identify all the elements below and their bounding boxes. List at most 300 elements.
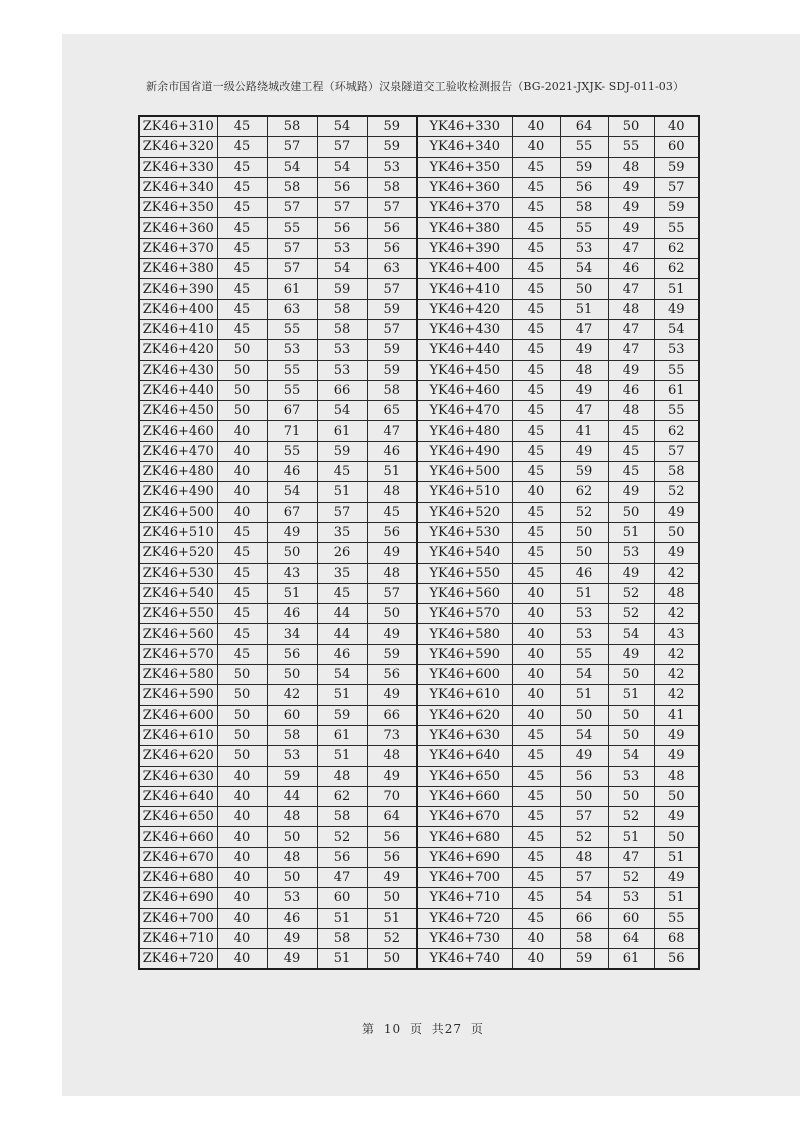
value-cell: 45 [512, 421, 560, 441]
value-cell: 40 [217, 786, 267, 806]
station-cell: ZK46+330 [139, 157, 217, 177]
value-cell: 55 [654, 908, 699, 928]
table-row [139, 401, 699, 421]
value-cell: 52 [560, 827, 608, 847]
value-cell: 40 [217, 766, 267, 786]
value-cell: 61 [608, 949, 654, 970]
value-cell: 48 [608, 401, 654, 421]
value-cell: 60 [608, 908, 654, 928]
value-cell: 40 [217, 908, 267, 928]
value-cell: 45 [217, 137, 267, 157]
value-cell: 51 [560, 685, 608, 705]
value-cell: 50 [217, 380, 267, 400]
station-cell: ZK46+510 [139, 522, 217, 542]
value-cell: 45 [217, 522, 267, 542]
station-cell: ZK46+400 [139, 299, 217, 319]
value-cell: 46 [267, 604, 317, 624]
value-cell: 50 [654, 786, 699, 806]
station-cell: ZK46+470 [139, 441, 217, 461]
value-cell: 59 [560, 157, 608, 177]
value-cell: 71 [267, 421, 317, 441]
table-row [139, 177, 699, 197]
value-cell: 57 [267, 137, 317, 157]
value-cell: 55 [267, 441, 317, 461]
value-cell: 59 [317, 705, 367, 725]
value-cell: 55 [267, 218, 317, 238]
value-cell: 58 [317, 319, 367, 339]
station-cell: YK46+680 [417, 827, 512, 847]
value-cell: 50 [560, 786, 608, 806]
table-row [139, 867, 699, 887]
station-cell: YK46+690 [417, 847, 512, 867]
value-cell: 54 [267, 482, 317, 502]
value-cell: 56 [367, 218, 417, 238]
value-cell: 49 [608, 482, 654, 502]
station-cell: ZK46+410 [139, 319, 217, 339]
value-cell: 45 [367, 502, 417, 522]
value-cell: 40 [512, 604, 560, 624]
station-cell: YK46+480 [417, 421, 512, 441]
value-cell: 45 [608, 441, 654, 461]
value-cell: 45 [512, 401, 560, 421]
value-cell: 53 [317, 340, 367, 360]
station-cell: ZK46+450 [139, 401, 217, 421]
value-cell: 66 [317, 380, 367, 400]
value-cell: 51 [608, 827, 654, 847]
station-cell: YK46+490 [417, 441, 512, 461]
value-cell: 46 [267, 462, 317, 482]
value-cell: 55 [654, 218, 699, 238]
value-cell: 58 [367, 380, 417, 400]
total-unit: 页 [470, 1022, 484, 1036]
table-row [139, 198, 699, 218]
value-cell: 50 [217, 685, 267, 705]
table-row [139, 279, 699, 299]
value-cell: 58 [654, 462, 699, 482]
value-cell: 51 [317, 908, 367, 928]
value-cell: 59 [367, 360, 417, 380]
table-row [139, 604, 699, 624]
value-cell: 55 [654, 360, 699, 380]
table-row [139, 685, 699, 705]
value-cell: 45 [217, 198, 267, 218]
station-cell: ZK46+680 [139, 867, 217, 887]
value-cell: 45 [217, 157, 267, 177]
value-cell: 53 [267, 746, 317, 766]
table-row [139, 116, 699, 137]
station-cell: YK46+620 [417, 705, 512, 725]
table-row [139, 665, 699, 685]
value-cell: 46 [608, 380, 654, 400]
value-cell: 49 [367, 624, 417, 644]
station-cell: ZK46+310 [139, 116, 217, 137]
value-cell: 62 [654, 259, 699, 279]
page-prefix: 第 [362, 1022, 376, 1036]
value-cell: 50 [217, 725, 267, 745]
value-cell: 59 [267, 766, 317, 786]
value-cell: 59 [654, 157, 699, 177]
value-cell: 47 [608, 238, 654, 258]
value-cell: 56 [317, 177, 367, 197]
station-cell: ZK46+620 [139, 746, 217, 766]
value-cell: 45 [217, 319, 267, 339]
table-row [139, 949, 699, 970]
value-cell: 45 [608, 462, 654, 482]
value-cell: 42 [654, 644, 699, 664]
value-cell: 47 [317, 867, 367, 887]
value-cell: 49 [367, 766, 417, 786]
value-cell: 50 [267, 665, 317, 685]
station-cell: ZK46+360 [139, 218, 217, 238]
value-cell: 52 [367, 928, 417, 948]
value-cell: 49 [560, 441, 608, 461]
value-cell: 50 [367, 888, 417, 908]
value-cell: 26 [317, 543, 367, 563]
value-cell: 49 [267, 928, 317, 948]
value-cell: 49 [367, 685, 417, 705]
value-cell: 49 [654, 502, 699, 522]
measurement-table [138, 115, 700, 970]
value-cell: 50 [560, 705, 608, 725]
table-row [139, 157, 699, 177]
value-cell: 45 [217, 116, 267, 137]
value-cell: 49 [367, 867, 417, 887]
value-cell: 55 [267, 360, 317, 380]
value-cell: 45 [512, 238, 560, 258]
value-cell: 59 [367, 644, 417, 664]
value-cell: 35 [317, 563, 367, 583]
value-cell: 67 [267, 401, 317, 421]
page-unit: 页 [409, 1022, 423, 1036]
value-cell: 45 [512, 462, 560, 482]
value-cell: 57 [367, 583, 417, 603]
value-cell: 40 [654, 116, 699, 137]
value-cell: 40 [217, 928, 267, 948]
station-cell: YK46+470 [417, 401, 512, 421]
value-cell: 49 [608, 644, 654, 664]
value-cell: 50 [608, 116, 654, 137]
value-cell: 45 [512, 360, 560, 380]
value-cell: 45 [217, 644, 267, 664]
value-cell: 54 [317, 157, 367, 177]
value-cell: 49 [654, 543, 699, 563]
value-cell: 40 [512, 624, 560, 644]
station-cell: ZK46+490 [139, 482, 217, 502]
value-cell: 45 [512, 299, 560, 319]
value-cell: 40 [217, 462, 267, 482]
station-cell: ZK46+390 [139, 279, 217, 299]
value-cell: 53 [317, 238, 367, 258]
value-cell: 45 [512, 340, 560, 360]
station-cell: ZK46+320 [139, 137, 217, 157]
value-cell: 57 [560, 807, 608, 827]
value-cell: 45 [217, 299, 267, 319]
value-cell: 45 [512, 218, 560, 238]
value-cell: 54 [560, 888, 608, 908]
table-row [139, 543, 699, 563]
value-cell: 45 [512, 786, 560, 806]
value-cell: 47 [560, 319, 608, 339]
value-cell: 45 [512, 198, 560, 218]
value-cell: 54 [654, 319, 699, 339]
value-cell: 57 [317, 137, 367, 157]
value-cell: 40 [512, 949, 560, 970]
value-cell: 45 [217, 279, 267, 299]
value-cell: 57 [267, 198, 317, 218]
station-cell: ZK46+710 [139, 928, 217, 948]
station-cell: ZK46+580 [139, 665, 217, 685]
table-row [139, 786, 699, 806]
station-cell: ZK46+720 [139, 949, 217, 970]
table-row [139, 563, 699, 583]
value-cell: 56 [267, 644, 317, 664]
value-cell: 50 [267, 827, 317, 847]
station-cell: YK46+590 [417, 644, 512, 664]
station-cell: YK46+560 [417, 583, 512, 603]
table-row [139, 624, 699, 644]
value-cell: 56 [367, 238, 417, 258]
value-cell: 50 [217, 705, 267, 725]
value-cell: 45 [317, 462, 367, 482]
table-row [139, 259, 699, 279]
value-cell: 49 [608, 218, 654, 238]
station-cell: YK46+550 [417, 563, 512, 583]
value-cell: 51 [367, 462, 417, 482]
value-cell: 40 [512, 928, 560, 948]
value-cell: 40 [217, 482, 267, 502]
value-cell: 45 [512, 157, 560, 177]
value-cell: 48 [317, 766, 367, 786]
value-cell: 61 [267, 279, 317, 299]
value-cell: 53 [560, 624, 608, 644]
value-cell: 51 [560, 299, 608, 319]
station-cell: YK46+390 [417, 238, 512, 258]
station-cell: YK46+430 [417, 319, 512, 339]
value-cell: 49 [654, 725, 699, 745]
value-cell: 45 [512, 563, 560, 583]
value-cell: 56 [367, 847, 417, 867]
station-cell: ZK46+430 [139, 360, 217, 380]
value-cell: 50 [217, 340, 267, 360]
value-cell: 45 [512, 522, 560, 542]
table-row [139, 421, 699, 441]
value-cell: 67 [267, 502, 317, 522]
value-cell: 50 [367, 604, 417, 624]
value-cell: 49 [560, 340, 608, 360]
value-cell: 52 [608, 583, 654, 603]
value-cell: 50 [217, 401, 267, 421]
table-row [139, 644, 699, 664]
value-cell: 55 [267, 380, 317, 400]
value-cell: 59 [560, 462, 608, 482]
value-cell: 40 [217, 441, 267, 461]
station-cell: ZK46+610 [139, 725, 217, 745]
value-cell: 50 [608, 502, 654, 522]
value-cell: 49 [654, 746, 699, 766]
value-cell: 62 [560, 482, 608, 502]
value-cell: 48 [367, 746, 417, 766]
station-cell: ZK46+520 [139, 543, 217, 563]
value-cell: 50 [560, 543, 608, 563]
value-cell: 46 [317, 644, 367, 664]
value-cell: 51 [608, 522, 654, 542]
value-cell: 48 [267, 807, 317, 827]
station-cell: ZK46+560 [139, 624, 217, 644]
value-cell: 45 [317, 583, 367, 603]
value-cell: 49 [267, 522, 317, 542]
table-row [139, 583, 699, 603]
station-cell: ZK46+660 [139, 827, 217, 847]
value-cell: 54 [560, 665, 608, 685]
value-cell: 42 [267, 685, 317, 705]
value-cell: 64 [560, 116, 608, 137]
table-row [139, 807, 699, 827]
value-cell: 45 [512, 279, 560, 299]
value-cell: 43 [654, 624, 699, 644]
value-cell: 47 [608, 319, 654, 339]
value-cell: 45 [512, 543, 560, 563]
value-cell: 58 [267, 116, 317, 137]
value-cell: 57 [560, 867, 608, 887]
value-cell: 66 [367, 705, 417, 725]
value-cell: 52 [608, 867, 654, 887]
value-cell: 44 [267, 786, 317, 806]
station-cell: YK46+720 [417, 908, 512, 928]
station-cell: ZK46+650 [139, 807, 217, 827]
value-cell: 47 [367, 421, 417, 441]
value-cell: 50 [217, 746, 267, 766]
value-cell: 49 [654, 807, 699, 827]
value-cell: 45 [217, 177, 267, 197]
value-cell: 45 [217, 543, 267, 563]
value-cell: 58 [367, 177, 417, 197]
station-cell: ZK46+640 [139, 786, 217, 806]
value-cell: 59 [367, 299, 417, 319]
table-row [139, 908, 699, 928]
value-cell: 51 [654, 279, 699, 299]
station-cell: YK46+600 [417, 665, 512, 685]
value-cell: 50 [560, 522, 608, 542]
value-cell: 61 [317, 725, 367, 745]
table-row [139, 319, 699, 339]
table-row [139, 299, 699, 319]
value-cell: 48 [560, 360, 608, 380]
table-row [139, 766, 699, 786]
value-cell: 46 [267, 908, 317, 928]
value-cell: 50 [267, 543, 317, 563]
station-cell: YK46+500 [417, 462, 512, 482]
station-cell: YK46+420 [417, 299, 512, 319]
station-cell: ZK46+370 [139, 238, 217, 258]
value-cell: 62 [654, 421, 699, 441]
value-cell: 57 [267, 238, 317, 258]
value-cell: 49 [560, 746, 608, 766]
value-cell: 56 [367, 827, 417, 847]
value-cell: 54 [560, 259, 608, 279]
value-cell: 44 [317, 604, 367, 624]
value-cell: 54 [608, 624, 654, 644]
station-cell: YK46+330 [417, 116, 512, 137]
value-cell: 48 [654, 583, 699, 603]
value-cell: 50 [608, 725, 654, 745]
value-cell: 53 [317, 360, 367, 380]
value-cell: 48 [608, 299, 654, 319]
value-cell: 42 [654, 685, 699, 705]
value-cell: 49 [608, 563, 654, 583]
value-cell: 45 [608, 421, 654, 441]
value-cell: 52 [560, 502, 608, 522]
value-cell: 47 [608, 847, 654, 867]
value-cell: 54 [560, 725, 608, 745]
station-cell: YK46+730 [417, 928, 512, 948]
value-cell: 50 [654, 522, 699, 542]
value-cell: 56 [560, 766, 608, 786]
value-cell: 64 [367, 807, 417, 827]
value-cell: 46 [608, 259, 654, 279]
value-cell: 58 [317, 299, 367, 319]
table-row [139, 725, 699, 745]
value-cell: 35 [317, 522, 367, 542]
station-cell: YK46+450 [417, 360, 512, 380]
value-cell: 51 [317, 949, 367, 970]
value-cell: 51 [608, 685, 654, 705]
table-row [139, 827, 699, 847]
value-cell: 58 [560, 198, 608, 218]
value-cell: 42 [654, 604, 699, 624]
value-cell: 56 [560, 177, 608, 197]
table-row [139, 238, 699, 258]
page-footer [360, 1020, 486, 1037]
table-row [139, 847, 699, 867]
value-cell: 51 [367, 908, 417, 928]
value-cell: 47 [608, 340, 654, 360]
station-cell: ZK46+630 [139, 766, 217, 786]
value-cell: 45 [512, 807, 560, 827]
station-cell: YK46+340 [417, 137, 512, 157]
value-cell: 48 [367, 482, 417, 502]
value-cell: 40 [217, 827, 267, 847]
value-cell: 41 [560, 421, 608, 441]
station-cell: YK46+610 [417, 685, 512, 705]
value-cell: 53 [608, 766, 654, 786]
value-cell: 57 [367, 198, 417, 218]
value-cell: 55 [560, 137, 608, 157]
table-body [139, 116, 699, 969]
value-cell: 45 [217, 583, 267, 603]
value-cell: 50 [217, 360, 267, 380]
value-cell: 40 [217, 847, 267, 867]
total-pages: 共27 [431, 1022, 463, 1036]
value-cell: 45 [512, 888, 560, 908]
value-cell: 50 [217, 665, 267, 685]
value-cell: 54 [317, 259, 367, 279]
value-cell: 57 [267, 259, 317, 279]
value-cell: 53 [608, 888, 654, 908]
station-cell: YK46+460 [417, 380, 512, 400]
value-cell: 45 [512, 766, 560, 786]
station-cell: YK46+540 [417, 543, 512, 563]
value-cell: 50 [654, 827, 699, 847]
value-cell: 56 [367, 522, 417, 542]
value-cell: 53 [367, 157, 417, 177]
station-cell: YK46+510 [417, 482, 512, 502]
station-cell: ZK46+690 [139, 888, 217, 908]
station-cell: YK46+580 [417, 624, 512, 644]
value-cell: 50 [267, 867, 317, 887]
station-cell: YK46+400 [417, 259, 512, 279]
station-cell: ZK46+570 [139, 644, 217, 664]
value-cell: 40 [512, 665, 560, 685]
